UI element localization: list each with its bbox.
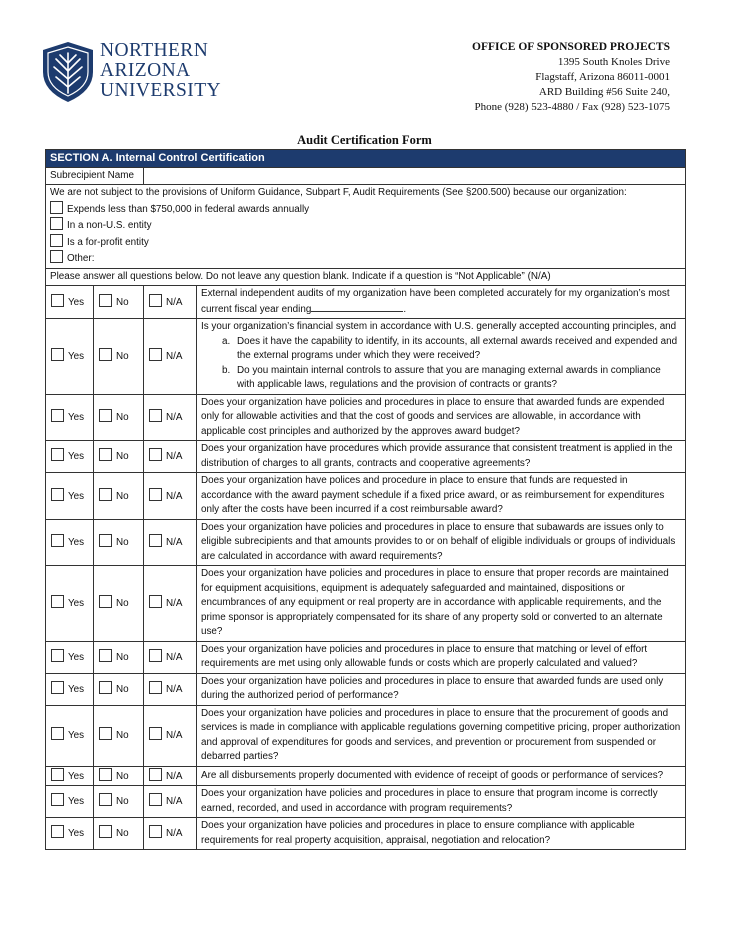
answer-option-no[interactable] (94, 441, 144, 473)
checkbox-icon[interactable] (99, 488, 112, 501)
checkbox-icon[interactable] (99, 825, 112, 838)
checkbox-icon[interactable] (99, 534, 112, 547)
checkbox-icon[interactable] (51, 649, 64, 662)
answer-option-label: Yes (68, 451, 85, 463)
answer-option-label: Yes (68, 537, 85, 548)
answer-option-label: N/A (166, 412, 183, 423)
question-row (46, 766, 686, 786)
checkbox-icon[interactable] (99, 793, 112, 806)
answer-option-label: No (116, 490, 129, 502)
checkbox-icon[interactable] (50, 250, 63, 263)
question-subitem-b: b. Do you maintain internal controls to assure that you are managing external awards in compliance with applicable laws, regulations and the provision of contracts or grants? (233, 364, 681, 393)
question-text: Is your organization’s financial system in accordance with U.S. generally accepted accounting principles, and (201, 321, 677, 332)
question-text: Are all disbursements properly documented with evidence of receipt of goods or performance of services? (201, 769, 664, 781)
question-row (46, 786, 686, 818)
question-text-cell (197, 441, 686, 473)
checkbox-icon[interactable] (51, 681, 64, 694)
office-building: ARD Building #56 Suite 240, (538, 86, 670, 98)
answer-option-na[interactable] (144, 673, 197, 705)
nau-shield-icon (42, 41, 94, 103)
subrecipient-row (46, 167, 686, 185)
checkbox-icon[interactable] (99, 294, 112, 307)
answer-option-label: N/A (166, 683, 183, 695)
exemption-option[interactable] (50, 201, 681, 218)
answer-option-label: N/A (166, 598, 183, 609)
question-text: External independent audits of my organization have been completed accurately for my organization’s most current fiscal year ending (201, 288, 670, 315)
question-text-cell (197, 319, 686, 395)
checkbox-icon[interactable] (51, 348, 64, 361)
answer-option-label: No (116, 451, 129, 463)
question-row (46, 705, 686, 766)
question-row (46, 441, 686, 473)
answer-option-na[interactable] (144, 473, 197, 520)
checkbox-icon[interactable] (51, 793, 64, 806)
exemption-option-label: In a non-U.S. entity (67, 220, 152, 231)
answer-option-label: Yes (68, 651, 85, 663)
answer-option-yes[interactable] (46, 394, 94, 441)
checkbox-icon[interactable] (149, 294, 162, 307)
section-a-title: SECTION A. Internal Control Certification (46, 150, 686, 168)
answer-option-label: No (116, 351, 129, 362)
checkbox-icon[interactable] (149, 448, 162, 461)
answer-option-na[interactable] (144, 566, 197, 642)
question-row (46, 641, 686, 673)
question-text: Does your organization have policies and procedures in place to ensure compliance with applicable requirements for real property acquisition, appraisal, negotiation and relocation? (201, 820, 635, 846)
answer-option-label: No (116, 296, 129, 308)
answer-option-label: N/A (166, 828, 183, 840)
subrecipient-name-field[interactable] (144, 167, 686, 185)
checkbox-icon[interactable] (50, 217, 63, 230)
answer-option-yes[interactable] (46, 286, 94, 319)
exemption-option-label: Is a for-profit entity (67, 236, 149, 248)
answer-option-label: Yes (68, 296, 85, 308)
answer-option-label: Yes (68, 796, 85, 808)
office-city: Flagstaff, Arizona 86011-0001 (535, 71, 670, 83)
answer-option-yes[interactable] (46, 786, 94, 818)
question-row (46, 394, 686, 441)
answer-option-no[interactable] (94, 786, 144, 818)
question-subitems (201, 335, 681, 393)
question-row (46, 519, 686, 566)
question-row (46, 673, 686, 705)
question-text-cell (197, 705, 686, 766)
answer-option-yes[interactable] (46, 766, 94, 786)
answer-option-label: No (116, 537, 129, 548)
checkbox-icon[interactable] (51, 488, 64, 501)
section-a-header-row (46, 150, 686, 168)
answer-option-label: No (116, 770, 129, 782)
answer-option-label: No (116, 730, 129, 742)
exemption-option[interactable] (50, 234, 681, 251)
answer-option-label: No (116, 598, 129, 609)
exemption-intro: We are not subject to the provisions of Uniform Guidance, Subpart F, Audit Requirements (See §200.500) because our organization: (50, 187, 627, 198)
answer-option-na[interactable] (144, 441, 197, 473)
question-text-cell (197, 673, 686, 705)
answer-option-yes[interactable] (46, 641, 94, 673)
answer-option-na[interactable] (144, 818, 197, 850)
answer-option-label: No (116, 651, 129, 663)
exemption-option[interactable] (50, 217, 681, 234)
answer-option-no[interactable] (94, 705, 144, 766)
answer-option-label: Yes (68, 770, 85, 782)
question-text: Does your organization have policies and procedures in place to ensure that the procurement of goods and services is made in compliance with applicable regulations governing competitive pricing, proper authorization and approval of expenditures for goods and services, and prevention or procurement from suspended or debarred parties? (201, 707, 681, 762)
answer-option-yes[interactable] (46, 673, 94, 705)
answer-option-na[interactable] (144, 394, 197, 441)
form-title: Audit Certification Form (297, 133, 432, 147)
answer-option-label: Yes (68, 598, 85, 609)
fiscal-year-end-field[interactable] (311, 302, 403, 312)
question-suffix: . (403, 303, 407, 315)
checkbox-icon[interactable] (149, 649, 162, 662)
exemption-option-label: Other: (67, 253, 95, 264)
office-phone: Phone (928) 523-4880 / Fax (928) 523-1075 (474, 101, 670, 113)
checkbox-icon[interactable] (149, 727, 162, 740)
audit-form-table (45, 149, 686, 850)
checkbox-icon[interactable] (50, 201, 63, 214)
answer-option-no[interactable] (94, 641, 144, 673)
checkbox-icon[interactable] (149, 768, 162, 781)
answer-option-label: N/A (166, 296, 183, 308)
answer-option-yes[interactable] (46, 441, 94, 473)
answer-option-label: Yes (68, 683, 85, 695)
checkbox-icon[interactable] (51, 727, 64, 740)
checkbox-icon[interactable] (149, 348, 162, 361)
answer-option-no[interactable] (94, 766, 144, 786)
answer-option-na[interactable] (144, 319, 197, 395)
question-text-cell (197, 786, 686, 818)
question-text: Does your organization have policies and procedures in place to ensure that awarded funds are expended only for allowable activities and that the cost of goods and services are allowable, in accordance with applicable cost principles and authorized by the approves award budget? (201, 396, 665, 437)
answer-option-yes[interactable] (46, 519, 94, 566)
checkbox-icon[interactable] (50, 234, 63, 247)
question-text: Does your organization have policies and procedures in place to ensure that awarded funds are used only during the authorized period of performance? (201, 675, 664, 701)
answer-option-na[interactable] (144, 286, 197, 319)
checkbox-icon[interactable] (149, 595, 162, 608)
answer-option-label: No (116, 828, 129, 840)
answer-option-no[interactable] (94, 394, 144, 441)
exemption-row (46, 185, 686, 269)
answer-option-na[interactable] (144, 705, 197, 766)
question-row (46, 286, 686, 319)
checkbox-icon[interactable] (99, 595, 112, 608)
answer-option-label: N/A (166, 351, 183, 362)
question-text: Does your organization have policies and procedures in place to ensure that program income is correctly earned, recorded, and used in accordance with program requirements? (201, 788, 658, 814)
question-row (46, 818, 686, 850)
logo-line-1: NORTHERN (100, 40, 209, 61)
answer-option-yes[interactable] (46, 818, 94, 850)
office-street: 1395 South Knoles Drive (557, 56, 670, 68)
answer-option-no[interactable] (94, 286, 144, 319)
answer-option-no[interactable] (94, 818, 144, 850)
question-text: Does your organization have policies and procedures in place to ensure that subawards are issues only to eligible subrecipients and that amounts provides to or on behalf of eligible individuals or groups of individuals are calculated in accordance with award requirements? (201, 521, 676, 562)
checkbox-icon[interactable] (99, 768, 112, 781)
question-subitem-a: a. Does it have the capability to identify, in its accounts, all external awards received and expended and the external programs under which they were received? (233, 335, 681, 364)
checkbox-icon[interactable] (149, 488, 162, 501)
answer-option-label: N/A (166, 730, 183, 742)
answer-option-label: No (116, 683, 129, 695)
checkbox-icon[interactable] (149, 534, 162, 547)
question-row (46, 473, 686, 520)
exemption-cell (46, 185, 686, 269)
instructions-text: Please answer all questions below. Do not leave any question blank. Indicate if a question is “Not Applicable” (N/A) (46, 268, 686, 286)
checkbox-icon[interactable] (149, 825, 162, 838)
answer-option-label: N/A (166, 451, 183, 463)
checkbox-icon[interactable] (99, 649, 112, 662)
answer-option-yes[interactable] (46, 705, 94, 766)
checkbox-icon[interactable] (99, 681, 112, 694)
answer-option-na[interactable] (144, 786, 197, 818)
answer-option-label: N/A (166, 651, 183, 663)
answer-option-label: N/A (166, 796, 183, 808)
answer-option-label: Yes (68, 351, 85, 362)
answer-option-no[interactable] (94, 319, 144, 395)
answer-option-no[interactable] (94, 519, 144, 566)
answer-option-yes[interactable] (46, 473, 94, 520)
answer-option-yes[interactable] (46, 319, 94, 395)
answer-option-na[interactable] (144, 641, 197, 673)
checkbox-icon[interactable] (99, 727, 112, 740)
answer-option-label: No (116, 412, 129, 423)
exemption-option-label: Expends less than $750,000 in federal awards annually (67, 203, 310, 215)
answer-option-label: Yes (68, 412, 85, 423)
answer-option-label: N/A (166, 537, 183, 548)
answer-option-na[interactable] (144, 519, 197, 566)
checkbox-icon[interactable] (99, 448, 112, 461)
answer-option-no[interactable] (94, 673, 144, 705)
exemption-option[interactable] (50, 250, 681, 267)
answer-option-label: No (116, 796, 129, 808)
answer-option-no[interactable] (94, 566, 144, 642)
checkbox-icon[interactable] (99, 348, 112, 361)
question-text: Does your organization have procedures which provide assurance that consistent treatment is applied in the distribution of charges to all grants, contracts and cooperative agreements? (201, 443, 673, 469)
question-row (46, 566, 686, 642)
checkbox-icon[interactable] (99, 409, 112, 422)
checkbox-icon[interactable] (149, 793, 162, 806)
subrecipient-label: Subrecipient Name (46, 167, 144, 185)
checkbox-icon[interactable] (51, 534, 64, 547)
question-text-cell (197, 473, 686, 520)
question-text: Does your organization have policies and procedures in place to ensure that matching or level of effort requirements are met using only allowable funds or costs which are properly calculated and valued? (201, 643, 648, 669)
checkbox-icon[interactable] (51, 409, 64, 422)
office-address (472, 40, 670, 115)
question-text-cell (197, 818, 686, 850)
checkbox-icon[interactable] (51, 294, 64, 307)
answer-option-yes[interactable] (46, 566, 94, 642)
answer-option-na[interactable] (144, 766, 197, 786)
logo-wordmark (100, 41, 221, 101)
instructions-row (46, 268, 686, 286)
question-text: Does your organization have policies and procedures in place to ensure that proper records are maintained for equipment acquisitions, equipment is adequately safeguarded and maintained, dispositions or encumbrances of any equipment or real property are in accordance with applicable requirements, and the prime sponsor is appropriately compensated for its share of any property sold or converted to an alternate use? (201, 568, 669, 637)
checkbox-icon[interactable] (149, 409, 162, 422)
logo-line-2: ARIZONA (100, 60, 191, 81)
checkbox-icon[interactable] (51, 448, 64, 461)
question-text-cell (197, 566, 686, 642)
answer-option-label: N/A (166, 770, 183, 782)
question-text-cell (197, 286, 686, 319)
nau-logo (42, 41, 242, 107)
logo-line-3: UNIVERSITY (100, 80, 221, 101)
answer-option-label: Yes (68, 490, 85, 502)
office-title: OFFICE OF SPONSORED PROJECTS (472, 41, 670, 53)
question-text: Does your organization have polices and procedure in place to ensure that funds are requested in accordance with the award payment schedule if a fixed price award, or as reimbursement for expenditures only after the costs have been incurred if a cost reimbursable award? (201, 475, 665, 515)
question-row (46, 319, 686, 395)
question-text-cell (197, 766, 686, 786)
question-text-cell (197, 519, 686, 566)
checkbox-icon[interactable] (51, 595, 64, 608)
question-text-cell (197, 394, 686, 441)
answer-option-label: N/A (166, 490, 183, 502)
checkbox-icon[interactable] (149, 681, 162, 694)
checkbox-icon[interactable] (51, 768, 64, 781)
answer-option-label: Yes (68, 730, 85, 742)
answer-option-label: Yes (68, 828, 85, 840)
checkbox-icon[interactable] (51, 825, 64, 838)
answer-option-no[interactable] (94, 473, 144, 520)
question-text-cell (197, 641, 686, 673)
